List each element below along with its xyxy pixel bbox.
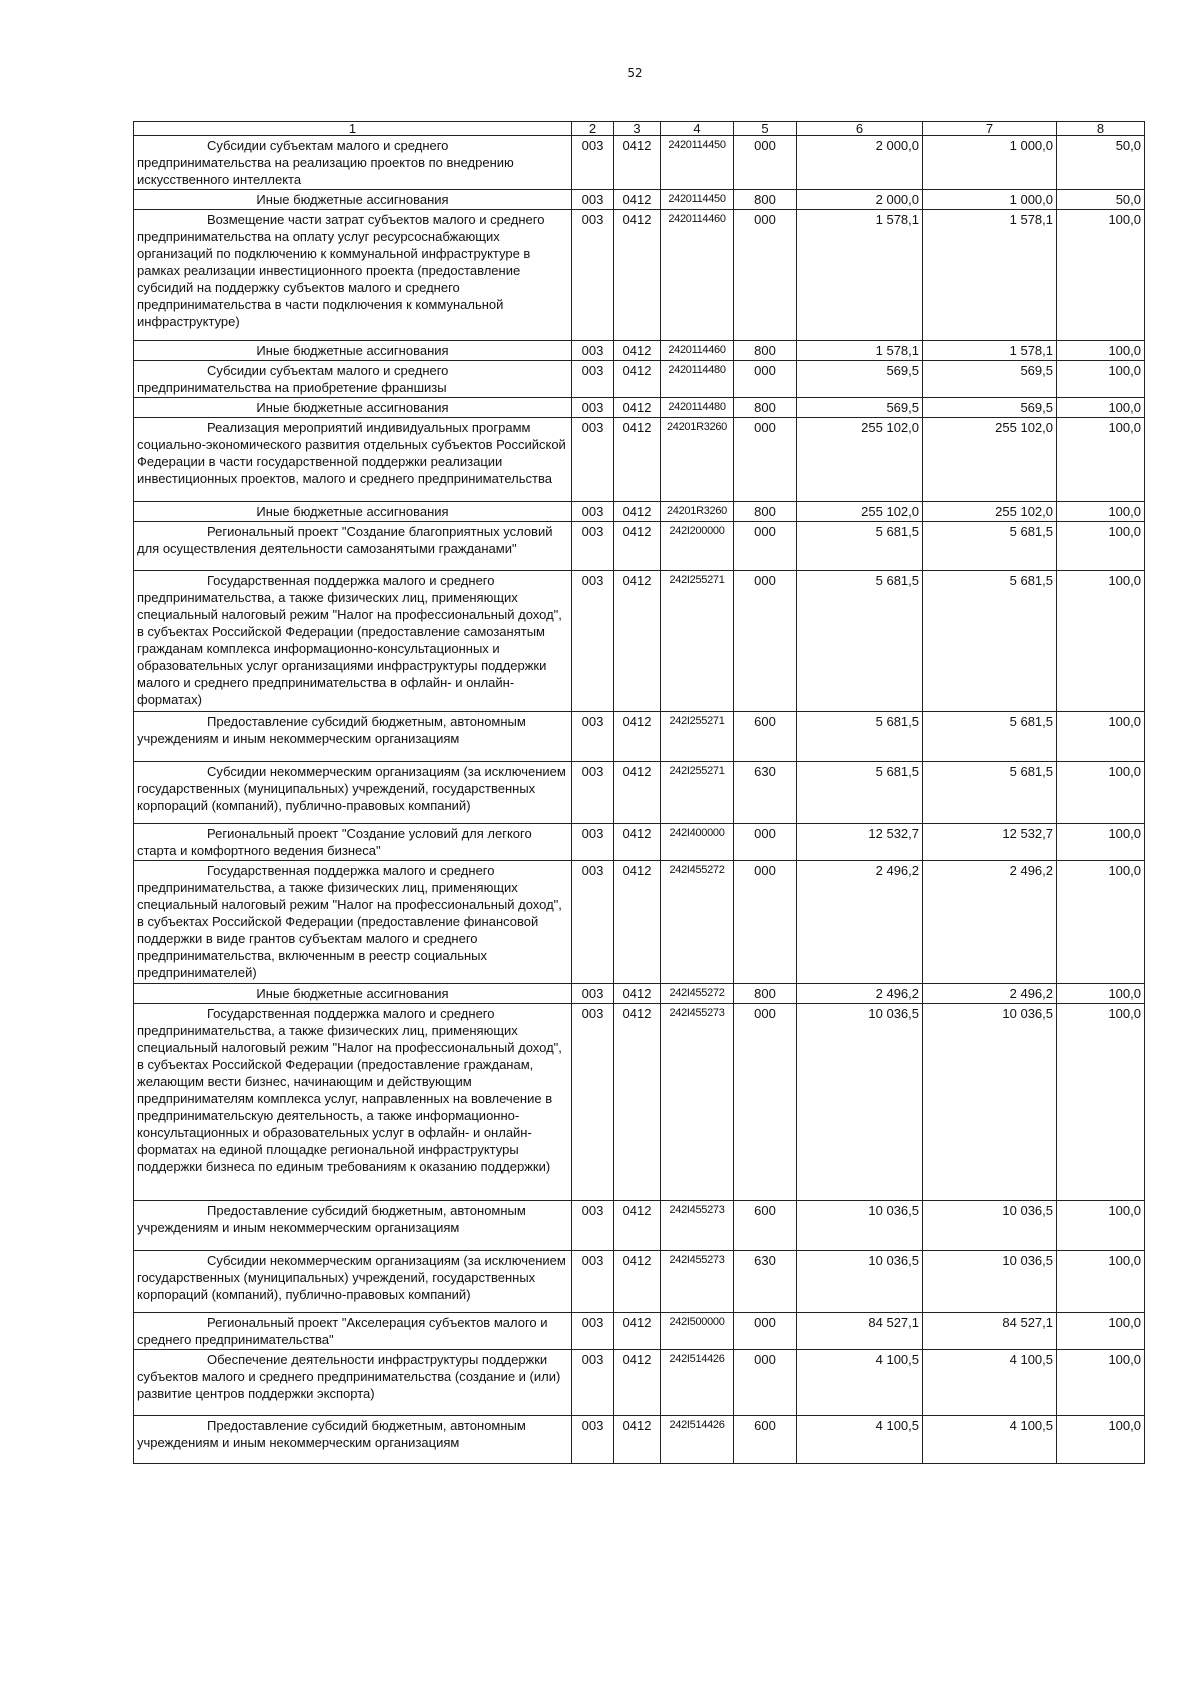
row-code-5: 800	[734, 398, 797, 418]
row-code-4: 2420114450	[661, 190, 734, 210]
row-code-3: 0412	[614, 1313, 661, 1350]
table-header-row	[134, 122, 1145, 136]
row-code-5: 630	[734, 762, 797, 824]
row-value-6: 12 532,7	[797, 824, 923, 861]
row-value-8: 50,0	[1057, 136, 1145, 190]
row-value-6: 255 102,0	[797, 418, 923, 502]
column-header-1: 1	[134, 122, 572, 136]
row-name: Иные бюджетные ассигнования	[134, 341, 572, 361]
row-code-3: 0412	[614, 136, 661, 190]
row-code-4: 2420114460	[661, 341, 734, 361]
row-name: Субсидии некоммерческим организациям (за исключением государственных (муниципальных) учреждений, государственных корпораций (компаний), публично-правовых компаний)	[134, 1251, 572, 1313]
row-value-7: 2 496,2	[923, 984, 1057, 1004]
row-code-4: 2420114480	[661, 361, 734, 398]
table-row	[134, 361, 1145, 398]
row-code-3: 0412	[614, 1201, 661, 1251]
row-code-2: 003	[572, 1201, 614, 1251]
row-code-4: 2420114460	[661, 210, 734, 341]
row-value-8: 100,0	[1057, 522, 1145, 571]
row-value-7: 5 681,5	[923, 712, 1057, 762]
row-value-7: 12 532,7	[923, 824, 1057, 861]
table-row	[134, 522, 1145, 571]
budget-table	[133, 121, 1145, 1464]
row-value-8: 100,0	[1057, 1251, 1145, 1313]
row-value-8: 50,0	[1057, 190, 1145, 210]
row-value-7: 1 000,0	[923, 136, 1057, 190]
row-value-6: 5 681,5	[797, 522, 923, 571]
column-header-2: 2	[572, 122, 614, 136]
row-value-8: 100,0	[1057, 984, 1145, 1004]
row-name: Государственная поддержка малого и среднего предпринимательства, а также физических лиц, применяющих специальный налоговый режим "Налог на профессиональный доход", в субъектах Российской Федерации (предоставление самозанятым гражданам комплекса информационно-консультационных и образовательных услуг организациями инфраструктуры поддержки малого и среднего предпринимательства в офлайн- и онлайн-форматах)	[134, 571, 572, 712]
row-code-2: 003	[572, 418, 614, 502]
row-code-2: 003	[572, 361, 614, 398]
row-code-5: 000	[734, 861, 797, 984]
row-code-3: 0412	[614, 1350, 661, 1416]
row-name: Региональный проект "Создание благоприятных условий для осуществления деятельности самозанятыми гражданами"	[134, 522, 572, 571]
row-value-7: 569,5	[923, 361, 1057, 398]
table-row	[134, 571, 1145, 712]
row-value-8: 100,0	[1057, 712, 1145, 762]
row-code-4: 242I255271	[661, 712, 734, 762]
row-code-2: 003	[572, 984, 614, 1004]
row-code-5: 600	[734, 1201, 797, 1251]
row-code-5: 000	[734, 522, 797, 571]
row-code-5: 000	[734, 418, 797, 502]
row-code-5: 000	[734, 210, 797, 341]
row-code-3: 0412	[614, 418, 661, 502]
row-code-2: 003	[572, 502, 614, 522]
row-code-4: 24201R3260	[661, 502, 734, 522]
table-row	[134, 984, 1145, 1004]
row-code-2: 003	[572, 824, 614, 861]
row-code-5: 000	[734, 361, 797, 398]
row-name: Субсидии некоммерческим организациям (за исключением государственных (муниципальных) учреждений, государственных корпораций (компаний), публично-правовых компаний)	[134, 762, 572, 824]
row-value-6: 2 000,0	[797, 136, 923, 190]
column-header-4: 4	[661, 122, 734, 136]
row-value-8: 100,0	[1057, 1313, 1145, 1350]
row-name: Государственная поддержка малого и среднего предпринимательства, а также физических лиц, применяющих специальный налоговый режим "Налог на профессиональный доход", в субъектах Российской Федерации (предоставление финансовой поддержки в виде грантов субъектам малого и среднего предпринимательства, включенным в реестр социальных предпринимателей)	[134, 861, 572, 984]
row-value-7: 255 102,0	[923, 502, 1057, 522]
row-code-5: 600	[734, 712, 797, 762]
row-code-2: 003	[572, 571, 614, 712]
row-value-8: 100,0	[1057, 1201, 1145, 1251]
row-code-2: 003	[572, 861, 614, 984]
row-value-7: 4 100,5	[923, 1350, 1057, 1416]
row-code-4: 242I514426	[661, 1350, 734, 1416]
row-code-4: 242I400000	[661, 824, 734, 861]
row-code-4: 242I514426	[661, 1416, 734, 1464]
row-name: Субсидии субъектам малого и среднего предпринимательства на приобретение франшизы	[134, 361, 572, 398]
row-name: Субсидии субъектам малого и среднего предпринимательства на реализацию проектов по внедрению искусственного интеллекта	[134, 136, 572, 190]
row-name: Региональный проект "Создание условий для легкого старта и комфортного ведения бизнеса"	[134, 824, 572, 861]
row-value-7: 1 578,1	[923, 341, 1057, 361]
row-value-7: 4 100,5	[923, 1416, 1057, 1464]
row-value-7: 10 036,5	[923, 1201, 1057, 1251]
row-name: Реализация мероприятий индивидуальных программ социально-экономического развития отдельных субъектов Российской Федерации в части государственной поддержки реализации инвестиционных проектов, малого и среднего предпринимательства	[134, 418, 572, 502]
row-value-6: 1 578,1	[797, 210, 923, 341]
row-code-5: 800	[734, 190, 797, 210]
row-code-5: 000	[734, 824, 797, 861]
row-code-2: 003	[572, 210, 614, 341]
table-row	[134, 398, 1145, 418]
row-code-5: 800	[734, 341, 797, 361]
column-header-5: 5	[734, 122, 797, 136]
table-body	[134, 122, 1145, 1464]
row-code-3: 0412	[614, 712, 661, 762]
row-value-7: 2 496,2	[923, 861, 1057, 984]
table-row	[134, 1201, 1145, 1251]
row-code-3: 0412	[614, 502, 661, 522]
row-value-6: 10 036,5	[797, 1004, 923, 1201]
row-code-3: 0412	[614, 824, 661, 861]
row-value-6: 569,5	[797, 398, 923, 418]
row-value-7: 569,5	[923, 398, 1057, 418]
row-code-5: 600	[734, 1416, 797, 1464]
row-value-8: 100,0	[1057, 502, 1145, 522]
row-code-3: 0412	[614, 762, 661, 824]
row-name: Государственная поддержка малого и среднего предпринимательства, а также физических лиц, применяющих специальный налоговый режим "Налог на профессиональный доход", в субъектах Российской Федерации (предоставление гражданам, желающим вести бизнес, начинающим и действующим предпринимателям комплекса услуг, направленных на вовлечение в предпринимательскую деятельность, а также информационно-консультационных и образовательных услуг в офлайн- и онлайн-форматах на единой площадке региональной инфраструктуры поддержки бизнеса по единым требованиям к оказанию поддержки)	[134, 1004, 572, 1201]
row-value-8: 100,0	[1057, 398, 1145, 418]
column-header-8: 8	[1057, 122, 1145, 136]
row-code-2: 003	[572, 522, 614, 571]
row-name: Предоставление субсидий бюджетным, автономным учреждениям и иным некоммерческим организациям	[134, 1416, 572, 1464]
row-value-6: 2 496,2	[797, 861, 923, 984]
table-row	[134, 1416, 1145, 1464]
row-name: Иные бюджетные ассигнования	[134, 502, 572, 522]
row-code-5: 000	[734, 571, 797, 712]
row-value-7: 84 527,1	[923, 1313, 1057, 1350]
row-value-6: 4 100,5	[797, 1416, 923, 1464]
row-value-6: 84 527,1	[797, 1313, 923, 1350]
row-value-8: 100,0	[1057, 762, 1145, 824]
row-value-6: 10 036,5	[797, 1251, 923, 1313]
row-code-5: 800	[734, 502, 797, 522]
column-header-7: 7	[923, 122, 1057, 136]
table-row	[134, 136, 1145, 190]
row-code-4: 242I455272	[661, 984, 734, 1004]
row-value-6: 5 681,5	[797, 571, 923, 712]
row-code-4: 242I500000	[661, 1313, 734, 1350]
row-value-8: 100,0	[1057, 210, 1145, 341]
row-code-4: 242I455273	[661, 1201, 734, 1251]
row-name: Обеспечение деятельности инфраструктуры поддержки субъектов малого и среднего предпринимательства (создание и (или) развитие центров поддержки экспорта)	[134, 1350, 572, 1416]
row-code-2: 003	[572, 341, 614, 361]
row-value-7: 5 681,5	[923, 522, 1057, 571]
table-row	[134, 861, 1145, 984]
row-value-6: 5 681,5	[797, 712, 923, 762]
table-row	[134, 418, 1145, 502]
table-row	[134, 762, 1145, 824]
row-name: Иные бюджетные ассигнования	[134, 190, 572, 210]
row-code-5: 000	[734, 1313, 797, 1350]
table-row	[134, 210, 1145, 341]
row-code-4: 242I455272	[661, 861, 734, 984]
row-code-5: 000	[734, 1004, 797, 1201]
row-code-3: 0412	[614, 398, 661, 418]
row-code-4: 242I455273	[661, 1251, 734, 1313]
row-code-2: 003	[572, 1004, 614, 1201]
row-code-4: 24201R3260	[661, 418, 734, 502]
row-code-3: 0412	[614, 1004, 661, 1201]
row-code-5: 800	[734, 984, 797, 1004]
row-name: Иные бюджетные ассигнования	[134, 398, 572, 418]
row-value-7: 1 578,1	[923, 210, 1057, 341]
row-value-8: 100,0	[1057, 361, 1145, 398]
row-value-8: 100,0	[1057, 341, 1145, 361]
row-value-7: 1 000,0	[923, 190, 1057, 210]
row-name: Иные бюджетные ассигнования	[134, 984, 572, 1004]
row-value-6: 569,5	[797, 361, 923, 398]
row-value-8: 100,0	[1057, 418, 1145, 502]
row-value-8: 100,0	[1057, 824, 1145, 861]
row-code-4: 242I455273	[661, 1004, 734, 1201]
row-value-8: 100,0	[1057, 861, 1145, 984]
row-code-2: 003	[572, 762, 614, 824]
table-row	[134, 712, 1145, 762]
row-code-3: 0412	[614, 571, 661, 712]
row-code-4: 2420114480	[661, 398, 734, 418]
table-row	[134, 824, 1145, 861]
row-value-6: 2 496,2	[797, 984, 923, 1004]
row-code-2: 003	[572, 712, 614, 762]
row-value-8: 100,0	[1057, 571, 1145, 712]
row-value-7: 255 102,0	[923, 418, 1057, 502]
table-row	[134, 1350, 1145, 1416]
row-value-7: 5 681,5	[923, 571, 1057, 712]
row-code-4: 242I255271	[661, 571, 734, 712]
row-code-3: 0412	[614, 861, 661, 984]
row-value-6: 10 036,5	[797, 1201, 923, 1251]
table-row	[134, 1004, 1145, 1201]
row-code-3: 0412	[614, 190, 661, 210]
row-name: Региональный проект "Акселерация субъектов малого и среднего предпринимательства"	[134, 1313, 572, 1350]
row-code-3: 0412	[614, 1416, 661, 1464]
row-code-5: 000	[734, 136, 797, 190]
row-value-7: 10 036,5	[923, 1251, 1057, 1313]
row-code-3: 0412	[614, 984, 661, 1004]
row-value-7: 10 036,5	[923, 1004, 1057, 1201]
row-code-2: 003	[572, 1350, 614, 1416]
page-number: 52	[627, 66, 643, 80]
row-value-8: 100,0	[1057, 1416, 1145, 1464]
row-code-4: 242I200000	[661, 522, 734, 571]
row-value-6: 5 681,5	[797, 762, 923, 824]
row-value-6: 4 100,5	[797, 1350, 923, 1416]
row-code-4: 242I255271	[661, 762, 734, 824]
column-header-6: 6	[797, 122, 923, 136]
row-code-2: 003	[572, 190, 614, 210]
row-code-3: 0412	[614, 361, 661, 398]
column-header-3: 3	[614, 122, 661, 136]
table-row	[134, 502, 1145, 522]
table-row	[134, 1313, 1145, 1350]
row-code-3: 0412	[614, 1251, 661, 1313]
row-code-5: 630	[734, 1251, 797, 1313]
row-value-6: 1 578,1	[797, 341, 923, 361]
row-code-3: 0412	[614, 341, 661, 361]
row-name: Возмещение части затрат субъектов малого и среднего предпринимательства на оплату услуг ресурсоснабжающих организаций по подключению к коммунальной инфраструктуре в рамках реализации инвестиционного проекта (предоставление субсидий на поддержку субъектов малого и среднего предпринимательства в части подключения к коммунальной инфраструктуре)	[134, 210, 572, 341]
row-value-8: 100,0	[1057, 1004, 1145, 1201]
row-code-2: 003	[572, 136, 614, 190]
row-code-2: 003	[572, 398, 614, 418]
row-code-3: 0412	[614, 210, 661, 341]
table-row	[134, 1251, 1145, 1313]
row-value-8: 100,0	[1057, 1350, 1145, 1416]
row-code-5: 000	[734, 1350, 797, 1416]
row-value-6: 255 102,0	[797, 502, 923, 522]
row-code-3: 0412	[614, 522, 661, 571]
row-code-2: 003	[572, 1313, 614, 1350]
row-code-2: 003	[572, 1416, 614, 1464]
row-value-7: 5 681,5	[923, 762, 1057, 824]
row-value-6: 2 000,0	[797, 190, 923, 210]
table-row	[134, 341, 1145, 361]
table-row	[134, 190, 1145, 210]
row-code-2: 003	[572, 1251, 614, 1313]
row-name: Предоставление субсидий бюджетным, автономным учреждениям и иным некоммерческим организациям	[134, 1201, 572, 1251]
row-code-4: 2420114450	[661, 136, 734, 190]
row-name: Предоставление субсидий бюджетным, автономным учреждениям и иным некоммерческим организациям	[134, 712, 572, 762]
